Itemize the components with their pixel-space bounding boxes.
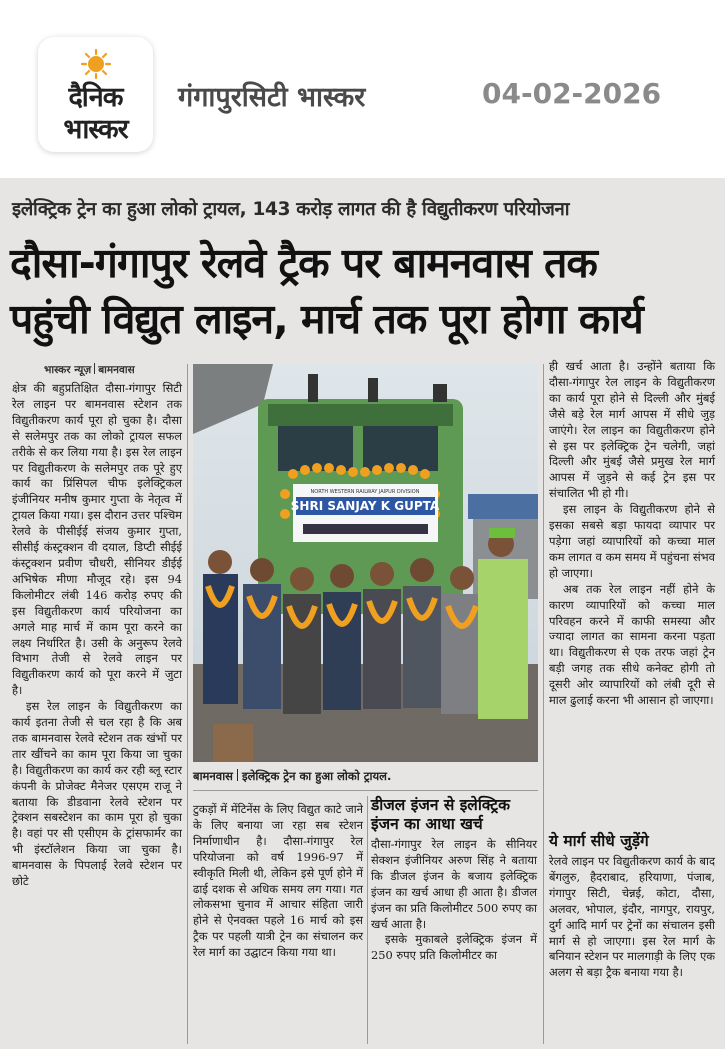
subhead-routes: ये मार्ग सीधे जुड़ेंगे <box>549 832 649 850</box>
column-3-paragraph-1: दौसा-गंगापुर रेल लाइन के सीनियर सेक्शन इंजीनियर अरुण सिंह ने बताया कि डीजल इंजन के बजाय इलेक्ट्रिक इंजन का खर्च आधा ही आता है। डीजल इंजन का प्रति किलोमीटर 500 रुपए का खर्च आता है। <box>371 837 537 931</box>
column-4-paragraph-3: अब तक रेल लाइन नहीं होने के कारण व्यापारियों को कच्चा माल परिवहन करने में काफी समस्या और ज्यादा लागत का सामना करना पड़ता था। विद्युतीकरण से एक तरफ जहां ट्रेन बड़ी जगह तक सीधे कनेक्ट होगी तो दूसरी ओर व्यापारियों को लंबी दूरी से माल ढुलाई करना भी आसान हो जाएगा। <box>549 581 715 708</box>
column-divider <box>187 364 188 1044</box>
column-1-paragraph-1: क्षेत्र की बहुप्रतिक्षित दौसा-गंगापुर सिटी रेल लाइन पर बामनवास स्टेशन तक विद्युतीकरण कार्य पूरा हो चुका है। दौसा से सलेमपुर तक का लोको ट्रायल सफल तरीके से कर लिया गया है। इस रेल लाइन पर विद्युतीकरण के सलेमपुर तक पूरे हुए कार्य का प्रिंसिपल चीफ इलेक्ट्रिकल इंजीनियर मनीष कुमार गुप्ता के नेतृत्व में ट्रायल किया गया। इस दौरान उत्तर पश्चिम रेलवे के पीसीईई संजय कुमार गुप्ता, सीसीई कंस्ट्रक्शन वी दयाल, डिप्टी सीईई कंस्ट्रक्शन प्रवीण चौधरी, सीनियर डीईई अभिषेक मीणा मौजूद रहे। इस 94 किलोमीटर लंबी 146 करोड़ रुपए की इस विद्युतीकरण कार्य परियोजना का अगले माह मार्च में काम पूरा करने का लक्ष्य निर्धारित है। उसी के अनुरूप रेलवे विभाग तेजी से रेलवे लाइन पर विद्युतीकरण कार्य को पूरा करने में जुटा है। <box>12 381 182 698</box>
column-4-paragraph-4: रेलवे लाइन पर विद्युतीकरण कार्य के बाद बेंगलुरु, हैदराबाद, हरियाणा, पंजाब, गंगापुर सिटी, चेन्नई, कोटा, दौसा, अलवर, भोपाल, इंदौर, नागपुर, रायपुर, दुर्ग आदि मार्ग पर ट्रेनों का संचालन इसी मार्ग से हो जाएगा। इस रेल मार्ग के बनियान स्टेशन पर मालगाड़ी के लिए एक अलग से बड़ा ट्रैक बनाया गया है। <box>549 854 715 980</box>
edition-date: 04-02-2026 <box>482 77 662 110</box>
caption-place: बामनवास <box>193 769 233 783</box>
logo-text-line2: भास्कर <box>63 114 128 145</box>
loco-banner-name: SHRI SANJAY K GUPTA <box>290 499 440 513</box>
logo-text-line1: दैनिक <box>68 82 123 113</box>
sun-icon <box>81 49 111 79</box>
caption-text: इलेक्ट्रिक ट्रेन का हुआ लोको ट्रायल. <box>241 769 392 783</box>
article-kicker: इलेक्ट्रिक ट्रेन का हुआ लोको ट्रायल, 143 करोड़ लागत की है विद्युतीकरण परियोजना <box>12 199 570 220</box>
article-column-1 <box>12 381 182 890</box>
article-headline <box>10 235 720 347</box>
article-column-3 <box>371 837 537 964</box>
newspaper-clipping <box>0 178 725 1049</box>
column-3-paragraph-2: इसके मुकाबले इलेक्ट्रिक इंजन में 250 रुपए प्रति किलोमीटर का <box>371 932 537 963</box>
caption-divider <box>237 769 238 781</box>
article-column-4 <box>549 359 715 709</box>
column-1-paragraph-2: इस रेल लाइन के विद्युतीकरण का कार्य इतना तेजी से चल रहा है कि अब तक बामनवास रेलवे स्टेशन तक खंभों पर तार खींचने का काम पूरा किया जा चुका है। विद्युतीकरण का कार्य कर रही ब्लू स्टार कंपनी के प्रोजेक्ट मैनेजर एसएम राजू ने बताया कि डीडवाना रेलवे स्टेशन पर ट्रेक्शन सबस्टेशन का काम पूरा हो चुका है। वहां पर सी एसीएम के ट्रांसफार्मर का भी इंस्टॉलेशन किया जा चुका है। बामनवास के पिपलाई रेलवे स्टेशन पर छोटे <box>12 699 182 889</box>
headline-line-2: पहुंची विद्युत लाइन, मार्च तक पूरा होगा कार्य <box>10 295 643 343</box>
article-byline <box>44 363 135 377</box>
app-header <box>0 0 725 178</box>
locomotive-group-photo <box>193 364 538 762</box>
column-divider <box>543 364 544 1044</box>
column-4-paragraph-2: इस लाइन के विद्युतीकरण होने से इसका सबसे बड़ा फायदा व्यापार पर पड़ेगा जहां व्यापारियों को कच्चा माल कम लागत व कम समय में पहुंचना संभव हो जाएगा। <box>549 502 715 580</box>
byline-source: भास्कर न्यूज़ <box>44 364 92 376</box>
article-photo <box>193 364 538 762</box>
edition-title: गंगापुरसिटी भास्कर <box>178 82 366 113</box>
loco-banner-header: NORTH WESTERN RAILWAY JAIPUR DIVISION <box>310 489 420 495</box>
column-2-paragraph: टुकड़ों में मेंटिनेंस के लिए विद्युत काटे जाने के लिए बनाया जा रहा सब स्टेशन निर्माणाधीन है। दौसा-गंगापुर रेल परियोजना को वर्ष 1996-97 में स्वीकृति मिली थी, लेकिन इसे पूर्ण होने में ढाई दशक से अधिक समय लग गया। गत लोकसभा चुनाव में आचार संहिता जारी होने से ऐनवक्त पहले 16 मार्च को इस ट्रैक पर पहली यात्री ट्रेन का संचालन कर रेल मार्ग का उद्घाटन किया गया था। <box>193 802 363 960</box>
article-column-2 <box>193 802 363 961</box>
byline-place: बामनवास <box>98 364 135 376</box>
column-4-paragraph-1: ही खर्च आता है। उन्होंने बताया कि दौसा-गंगापुर रेल लाइन के विद्युतीकरण का कार्य पूरा होने से दिल्ली और मुंबई जैसे बड़े रेल मार्ग आपस में सीधे जुड़ जाएंगे। रेल लाइन का विद्युतीकरण होने से इस पर इलेक्ट्रिक ट्रेन चलेगी, जहां दिल्ली और मुंबई जैसे प्रमुख रेल मार्ग आपस में जुड़ने से कई ट्रेन इस पर संचालित भी हो गी। <box>549 359 715 501</box>
subhead-diesel-vs-electric: डीजल इंजन से इलेक्ट्रिक इंजन का आधा खर्च <box>371 796 510 833</box>
newspaper-logo[interactable] <box>38 37 153 152</box>
photo-bottom-rule <box>193 790 538 791</box>
column-divider <box>367 796 368 1044</box>
byline-divider <box>94 363 95 374</box>
headline-line-1: दौसा-गंगापुर रेलवे ट्रैक पर बामनवास तक <box>10 239 597 287</box>
article-column-4-lower <box>549 854 715 981</box>
photo-caption <box>193 769 538 784</box>
